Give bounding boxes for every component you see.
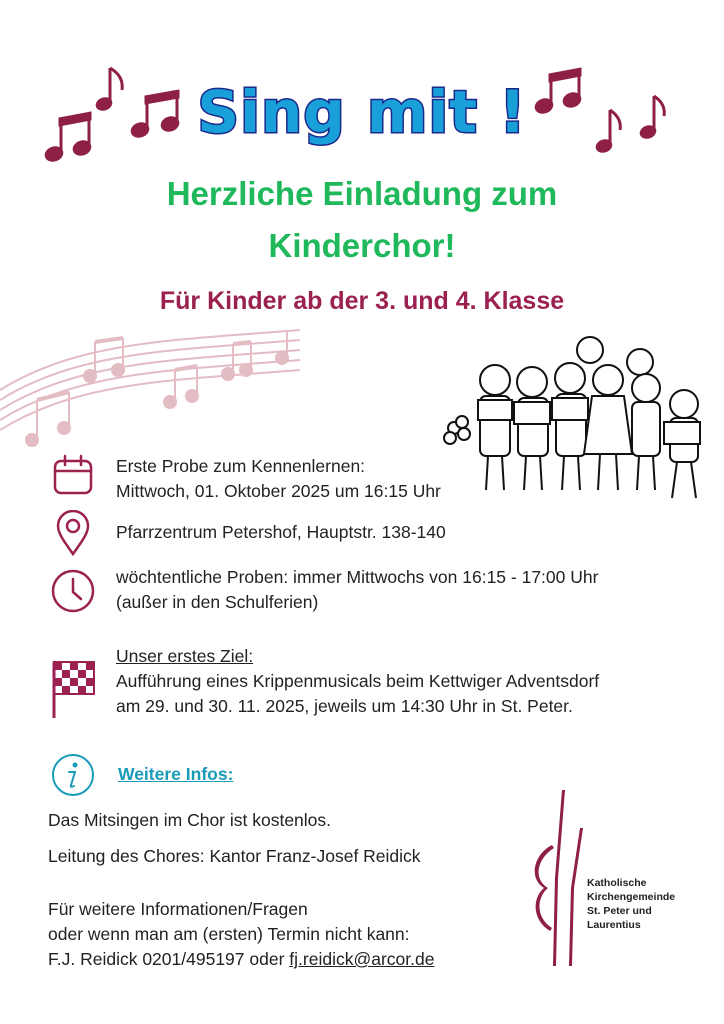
page-title: Sing mit ! [197, 78, 527, 146]
goal-line1: Aufführung eines Krippenmusicals beim Kettwiger Adventsdorf [116, 671, 600, 691]
clock-icon [50, 568, 96, 614]
music-staff-wave [0, 320, 310, 450]
parish-line1: Katholische [587, 877, 647, 889]
calendar-icon [52, 454, 94, 496]
goal-heading: Unser erstes Ziel: [116, 646, 254, 666]
location-text: Pfarrzentrum Petershof, Hauptstr. 138-140 [116, 522, 446, 542]
rehearsal-date: Mittwoch, 01. Oktober 2025 um 16:15 Uhr [116, 481, 441, 501]
contact-line3 [48, 947, 434, 972]
parish-line4: Laurentius [587, 919, 641, 931]
phone-text: F.J. Reidick 0201/495197 oder [48, 949, 290, 969]
goal-line2: am 29. und 30. 11. 2025, jeweils um 14:30 Uhr in St. Peter. [116, 696, 573, 716]
schedule-line1: wöchtentliche Proben: immer Mittwochs von 16:15 - 17:00 Uhr [116, 567, 599, 587]
free-participation: Das Mitsingen im Chor ist kostenlos. [48, 810, 332, 830]
children-choir-illustration [440, 330, 710, 502]
parish-name [587, 876, 675, 932]
parish-line3: St. Peter und [587, 905, 652, 917]
rehearsal-info [116, 454, 441, 504]
parish-line2: Kirchengemeinde [587, 891, 676, 903]
schedule-info [116, 565, 598, 615]
goal-info [116, 644, 599, 719]
headline-line2: Kinderchor! [268, 227, 456, 264]
location-pin-icon [55, 510, 91, 556]
schedule-line2: (außer in den Schulferien) [116, 592, 319, 612]
checkered-flag-icon [50, 658, 98, 720]
email-link[interactable]: fj.reidick@arcor.de [289, 949, 435, 969]
parish-logo [528, 788, 588, 968]
contact-line2: oder wenn man am (ersten) Termin nicht kann: [48, 924, 410, 944]
more-info-heading: Weitere Infos: [118, 764, 234, 784]
info-icon [50, 752, 96, 798]
headline-line1: Herzliche Einladung zum [166, 175, 558, 212]
contact-line1: Für weitere Informationen/Fragen [48, 899, 308, 919]
rehearsal-label: Erste Probe zum Kennenlernen: [116, 456, 366, 476]
choir-leader: Leitung des Chores: Kantor Franz-Josef Reidick [48, 846, 421, 866]
subtitle: Für Kinder ab der 3. und 4. Klasse [159, 287, 565, 315]
contact-info [48, 897, 434, 972]
